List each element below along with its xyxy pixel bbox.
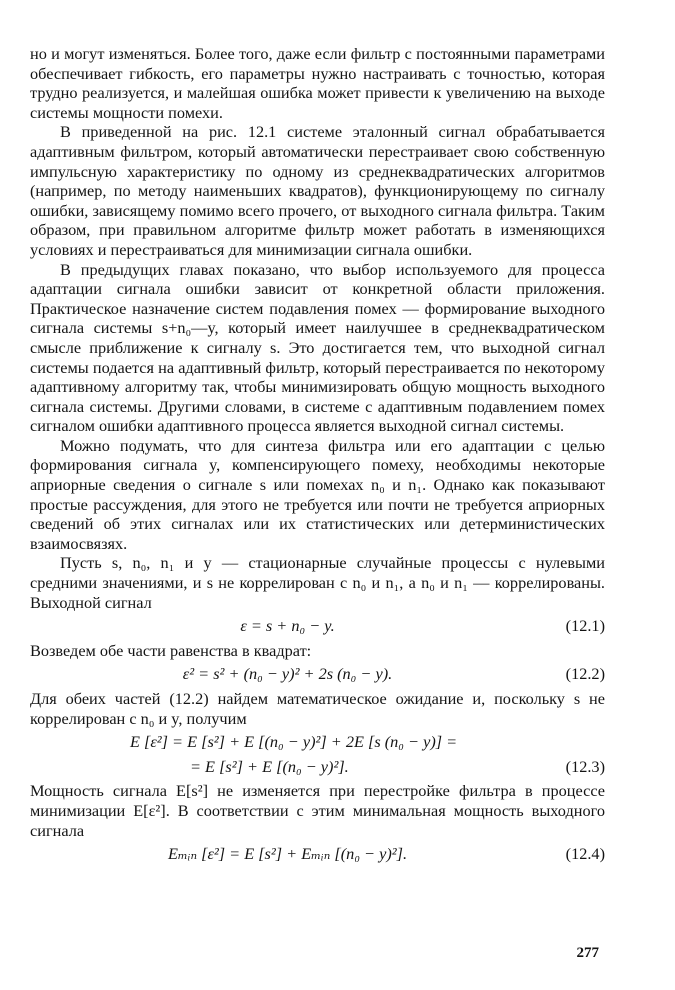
equation-12-1 xyxy=(30,616,605,636)
equation-12-3-number: (12.3) xyxy=(565,756,605,776)
page-number: 277 xyxy=(576,945,599,961)
equation-12-4 xyxy=(30,844,605,864)
paragraph-1: но и могут изменяться. Более того, даже если фильтр с постоянными параметрами обеспечивает гибкость, его параметры нужно настраивать с точностью, которая трудно реализуется, и малейшая ошибка может привести к увеличению на выходе системы мощности помехи. xyxy=(30,44,605,122)
paragraph-3: В предыдущих главах показано, что выбор используемого для процесса адаптации сигнала ошибки зависит от конкретной области приложения. Практическое назначение систем подавления помех — формирование выходного сигнала системы s+n₀—y, который имеет наилучшее в среднеквадратическом смысле приближение к сигналу s. Это достигается тем, что выходной сигнал системы подается на адаптивный фильтр, который перестраивается по некоторому адаптивному алгоритму так, чтобы минимизировать общую мощность выходного сигнала системы. Другими словами, в системе с адаптивным подавлением помех сигналом ошибки адаптивного процесса является выходной сигнал системы. xyxy=(30,259,605,436)
equation-12-1-number: (12.1) xyxy=(565,616,605,636)
paragraph-7: Для обеих частей (12.2) найдем математическое ожидание и, поскольку s не коррелирован с n₀ и y, получим xyxy=(30,689,605,728)
paragraph-5: Пусть s, n₀, n₁ и y — стационарные случайные процессы с нулевыми средними значениями, и s не коррелирован с n₀ и n₁, а n₀ и n₁ — коррелированы. Выходной сигнал xyxy=(30,553,605,612)
equation-12-3-body-2: = E [s²] + E [(n₀ − y)²]. xyxy=(190,756,349,776)
paragraph-2: В приведенной на рис. 12.1 системе эталонный сигнал обрабатывается адаптивным фильтром, который автоматически перестраивает свою собственную импульсную характеристику по одному из среднеквадратических алгоритмов (например, по методу наименьших квадратов), функционирующему по сигналу ошибки, зависящему помимо всего прочего, от выходного сигнала фильтра. Таким образом, при правильном алгоритме фильтр может работать в изменяющихся условиях и перестраиваться для минимизации сигнала ошибки. xyxy=(30,122,605,259)
equation-12-4-number: (12.4) xyxy=(565,844,605,864)
equation-12-2 xyxy=(30,664,605,684)
paragraph-8: Мощность сигнала E[s²] не изменяется при перестройке фильтра в процессе минимизации E[ε²]. В соответствии с этим минимальная мощность выходного сигнала xyxy=(30,781,605,840)
equation-12-3-line-2 xyxy=(30,757,605,777)
equation-12-3-line-1 xyxy=(30,732,605,752)
paragraph-4: Можно подумать, что для синтеза фильтра или его адаптации с целью формирования сигнала y, компенсирующего помеху, необходимы некоторые априорные сведения о сигнале s или помехах n₀ и n₁. Однако как показывают простые рассуждения, для этого не требуется или почти не требуется априорных сведений об этих сигналах или их статистических или детерминистических взаимосвязях. xyxy=(30,435,605,553)
equation-12-2-body: ε² = s² + (n₀ − y)² + 2s (n₀ − y). xyxy=(182,664,393,684)
equation-12-4-body: Eₘᵢₙ [ε²] = E [s²] + Eₘᵢₙ [(n₀ − y)²]. xyxy=(167,844,408,864)
paragraph-6: Возведем обе части равенства в квадрат: xyxy=(30,640,312,660)
equation-12-2-number: (12.2) xyxy=(565,664,605,684)
equation-12-3-body-1: E [ε²] = E [s²] + E [(n₀ − y)²] + 2E [s (n₀ − y)] = xyxy=(130,732,458,752)
equation-12-1-body: ε = s + n₀ − y. xyxy=(240,616,335,636)
